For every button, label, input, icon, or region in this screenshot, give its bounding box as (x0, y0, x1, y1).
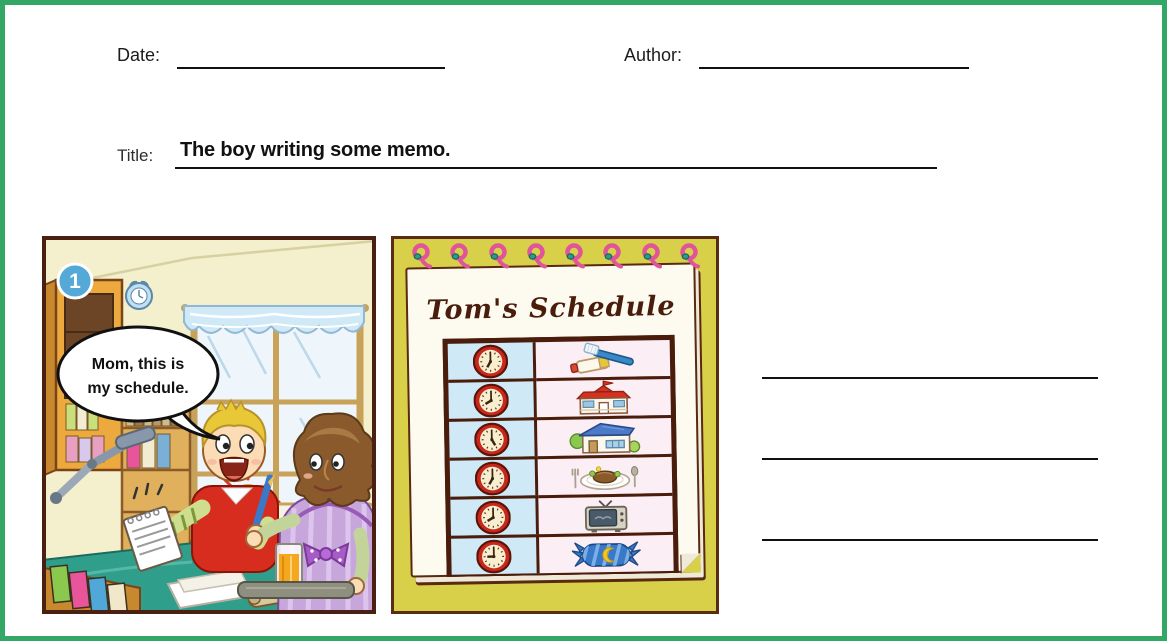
spiral-ring-icon (601, 241, 623, 271)
speech-line-2: my schedule. (87, 380, 189, 397)
schedule-title: Tom's Schedule (426, 290, 676, 327)
house-icon (565, 418, 644, 455)
schedule-activity-cell (537, 415, 672, 456)
schedule-activity-cell (539, 532, 674, 573)
date-label: Date: (117, 45, 161, 65)
schedule-time-cell (449, 417, 538, 458)
schedule-notebook (405, 262, 700, 577)
schedule-time-cell (451, 534, 540, 575)
date-input-line[interactable] (177, 67, 445, 69)
spiral-ring-icon (525, 241, 547, 271)
schedule-activity-cell (536, 376, 671, 417)
spiral-ring-icon (563, 241, 585, 271)
scene-illustration-panel (42, 236, 376, 614)
answer-line-3[interactable] (762, 539, 1098, 541)
speech-line-1: Mom, this is (91, 356, 185, 373)
scene-illustration (42, 236, 376, 614)
clock-icon (473, 382, 509, 418)
spiral-ring-icon (678, 241, 700, 271)
clock-icon (475, 460, 511, 496)
meal-icon (566, 457, 645, 494)
answer-line-1[interactable] (762, 377, 1098, 379)
spiral-ring-icon (448, 241, 470, 271)
spiral-ring-icon (640, 241, 662, 271)
bed-icon (567, 535, 646, 572)
schedule-activity-cell (536, 340, 671, 378)
title-input-line[interactable] (175, 167, 937, 169)
title-value: The boy writing some memo. (180, 139, 451, 161)
author-input-line[interactable] (699, 67, 969, 69)
schedule-table (443, 335, 679, 577)
toothbrush-icon (564, 340, 643, 377)
spiral-ring-icon (410, 241, 432, 271)
clock-icon (473, 343, 509, 379)
author-label: Author: (624, 45, 683, 65)
schedule-time-cell (450, 495, 539, 536)
clock-icon (475, 499, 511, 535)
panel-number: 1 (69, 270, 81, 293)
schedule-panel (391, 236, 719, 614)
schedule-time-cell (448, 342, 537, 380)
title-label: Title: (117, 146, 154, 165)
answer-lines (762, 377, 1098, 547)
schedule-time-cell (450, 456, 539, 497)
clock-icon (474, 421, 510, 457)
page-curl-flap (681, 553, 700, 572)
spiral-rings (410, 241, 700, 275)
spiral-ring-icon (487, 241, 509, 271)
schedule-time-cell (448, 378, 537, 419)
clock-icon (476, 538, 512, 574)
school-icon (564, 379, 643, 416)
answer-line-2[interactable] (762, 458, 1098, 460)
tv-icon (566, 496, 645, 533)
schedule-activity-cell (538, 493, 673, 534)
schedule-activity-cell (538, 454, 673, 495)
